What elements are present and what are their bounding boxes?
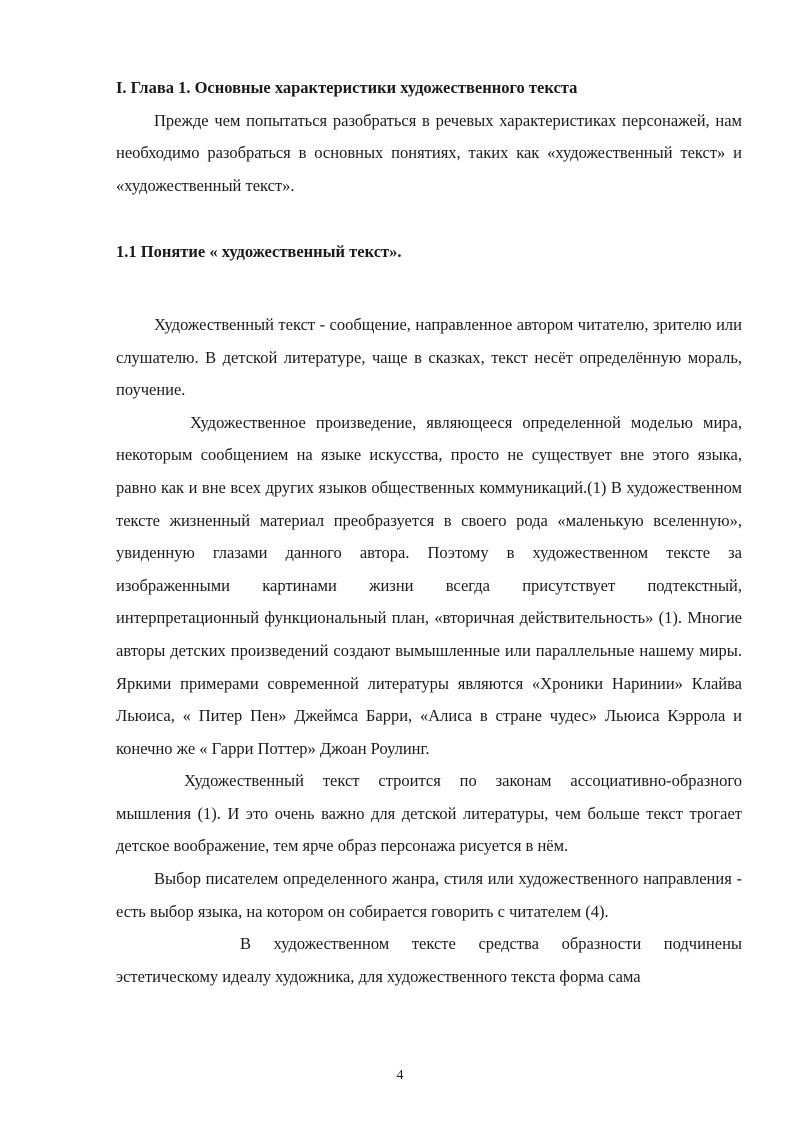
section-title: 1.1 Понятие « художественный текст».: [116, 242, 402, 262]
page-content: [116, 72, 742, 993]
paragraph-definition: Художественный текст - сообщение, направленное автором читателю, зрителю или слушателю. В детской литературе, чаще в сказках, текст несёт определённую мораль, поучение.: [116, 314, 742, 400]
paragraph-associative-thinking: Художественный текст строится по законам ассоциативно-образного мышления (1). И это очень важно для детской литературы, чем больше текст трогает детское воображение, тем ярче образ персонажа рисуется в нём.: [116, 771, 742, 856]
paragraph-imagery: В художественном тексте средства образности подчинены эстетическому идеалу художника, для художественного текста форма сама: [116, 934, 742, 986]
chapter-title: I. Глава 1. Основные характеристики художественного текста: [116, 78, 578, 97]
paragraph-genre-choice: Выбор писателем определенного жанра, стиля или художественного направления - есть выбор языка, на котором он собирается говорить с читателем (4).: [116, 869, 742, 921]
paragraph-model-of-world: Художественное произведение, являющееся определенной моделью мира, некоторым сообщением на языке искусства, просто не существует вне этого языка, равно как и вне всех других языков общественных коммуникаций.(1) В художественном тексте жизненный материал преобразуется в своего рода «маленькую вселенную», увиденную глазами данного автора. Поэтому в художественном тексте за изображенными картинами жизни всегда присутствует подтекстный, интерпретационный функциональный план, «вторичная действительность» (1). Многие авторы детских произведений создают вымышленные или параллельные нашему миры. Яркими примерами современной литературы являются «Хроники Наринии» Клайва Льюиса, « Питер Пен» Джеймса Барри, «Алиса в стране чудес» Льюиса Кэррола и конечно же « Гарри Поттер» Джоан Роулинг.: [116, 412, 742, 758]
intro-paragraph: Прежде чем попытаться разобраться в речевых характеристиках персонажей, нам необходимо разобраться в основных понятиях, таких как «художественный текст» и «художественный текст».: [116, 110, 742, 195]
page-number: 4: [396, 1068, 404, 1083]
